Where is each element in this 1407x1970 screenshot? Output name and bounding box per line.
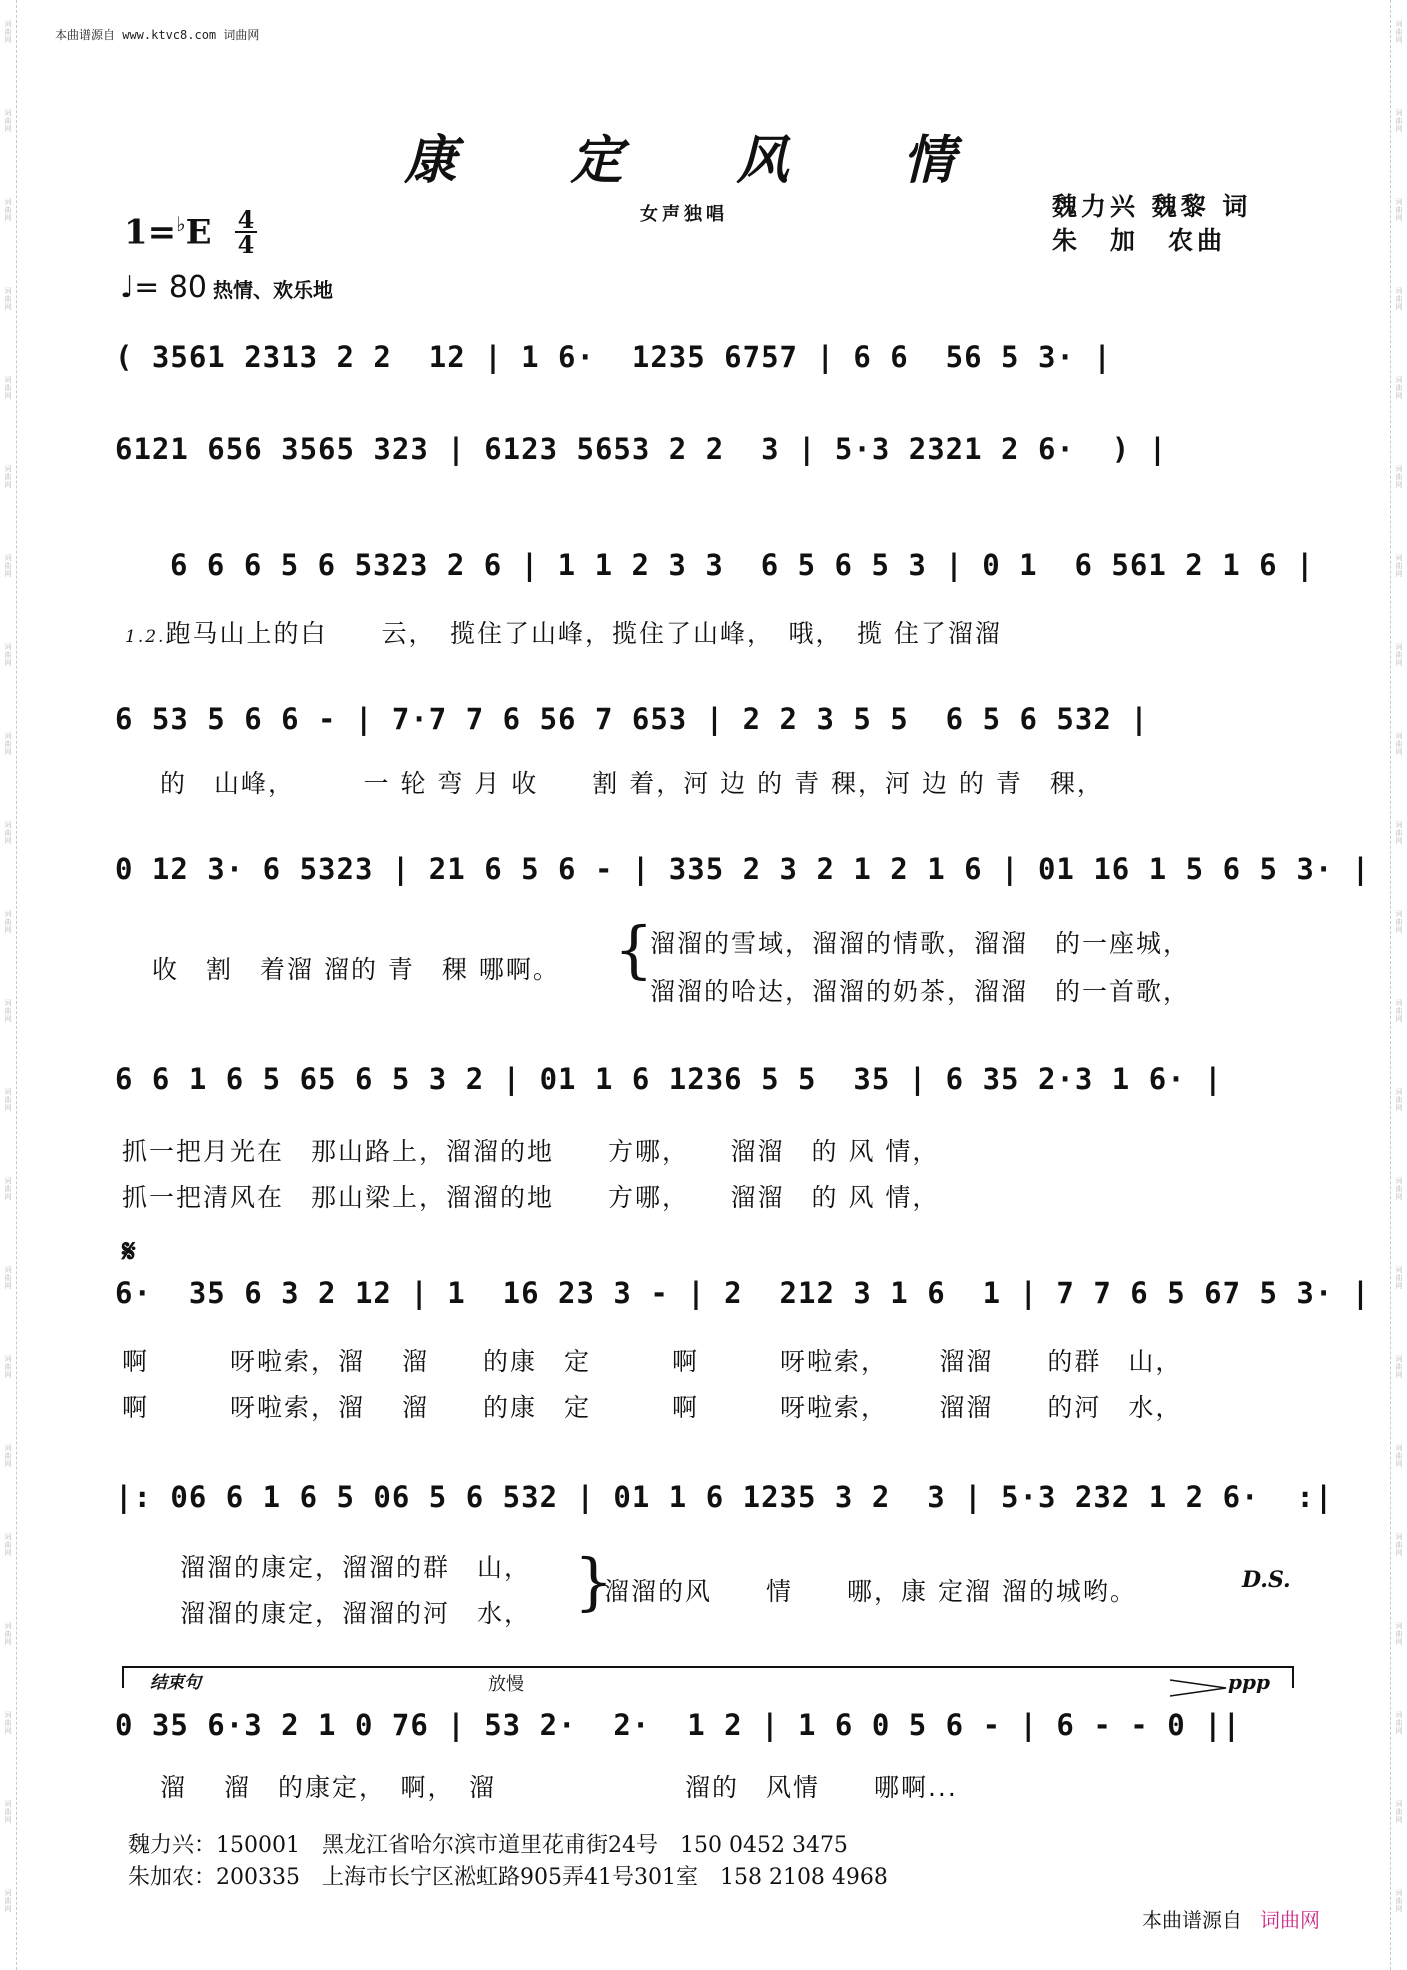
side-watermark: 词 曲 网 xyxy=(4,198,12,222)
dal-segno: D.S. xyxy=(1242,1567,1291,1593)
lyrics-3-1: 跑马山上的白 云， 揽住了山峰，揽住了山峰， 哦， 揽 住了溜溜 xyxy=(165,619,1002,648)
lyrics-line-5c: 溜溜的哈达，溜溜的奶茶，溜溜 的一首歌， xyxy=(650,977,1191,1006)
music-line-9: 0 35 6·3 2 1 0 76 | 53 2· 2· 1 2 | 1 6 0 5 6 - | 6 - - 0 || xyxy=(115,1708,1242,1742)
decrescendo-hairpin xyxy=(1170,1678,1230,1698)
contact-info xyxy=(128,1830,888,1894)
lyrics-line-6b: 抓一把清风在 那山梁上，溜溜的地 方哪， 溜溜 的 风 情， xyxy=(122,1183,940,1212)
side-watermark: 词 曲 网 xyxy=(4,376,12,400)
key-prefix: 1= xyxy=(124,212,177,253)
side-watermark: 词 曲 网 xyxy=(1395,643,1403,667)
side-watermark: 词 曲 网 xyxy=(1395,376,1403,400)
side-watermark: 词 曲 网 xyxy=(4,1444,12,1468)
bottom-source xyxy=(1142,1904,1320,1933)
lyrics-line-6a: 抓一把月光在 那山路上，溜溜的地 方哪， 溜溜 的 风 情， xyxy=(122,1137,940,1166)
side-watermark: 词 曲 网 xyxy=(4,732,12,756)
side-watermark: 词 曲 网 xyxy=(1395,109,1403,133)
side-watermark: 词 曲 网 xyxy=(1395,198,1403,222)
key-note: E xyxy=(185,212,212,253)
time-sig-bottom: 4 xyxy=(237,230,255,259)
bottom-source-label: 本曲谱源自 xyxy=(1142,1908,1242,1932)
side-watermark: 词 曲 网 xyxy=(1395,1622,1403,1646)
side-watermark: 词 曲 网 xyxy=(1395,1266,1403,1290)
flat-sign: ♭ xyxy=(176,212,186,236)
contact-lyricist: 魏力兴：150001 黑龙江省哈尔滨市道里花甫街24号 150 0452 3475 xyxy=(128,1833,848,1858)
lyrics-line-7a: 啊 呀啦索，溜 溜 的康 定 啊 呀啦索， 溜溜 的群 山， xyxy=(122,1347,1183,1376)
dynamic-ppp: ppp xyxy=(1228,1670,1270,1694)
side-watermark: 词 曲 网 xyxy=(4,1622,12,1646)
side-watermark: 词 曲 网 xyxy=(4,20,12,44)
header-source: 本曲谱源自 www.ktvc8.com 词曲网 xyxy=(55,28,260,42)
tempo-bpm: = 80 xyxy=(134,270,208,305)
side-watermark: 词 曲 网 xyxy=(4,643,12,667)
contact-composer: 朱加农：200335 上海市长宁区淞虹路905弄41号301室 158 2108 4968 xyxy=(128,1865,888,1890)
refrain-brace: } xyxy=(574,1545,614,1618)
music-line-3: 6 6 6 5 6 5323 2 6 | 1 1 2 3 3 6 5 6 5 3 | 0 1 6 561 2 1 6 | xyxy=(170,548,1315,582)
side-watermark: 词 曲 网 xyxy=(1395,1444,1403,1468)
segno-sign: 𝄋 xyxy=(122,1232,136,1270)
composer-credit: 朱 加 农曲 xyxy=(1052,226,1227,255)
side-watermark: 词 曲 网 xyxy=(1395,1889,1403,1913)
song-subtitle: 女声独唱 xyxy=(640,204,728,225)
side-watermark: 词 曲 网 xyxy=(1395,1800,1403,1824)
side-watermark: 词 曲 网 xyxy=(1395,910,1403,934)
side-watermark: 词 曲 网 xyxy=(1395,1088,1403,1112)
music-line-7: 6· 35 6 3 2 12 | 1 16 23 3 - | 2 212 3 1 6 1 | 7 7 6 5 67 5 3· | xyxy=(115,1276,1371,1310)
side-watermark: 词 曲 网 xyxy=(4,999,12,1023)
side-watermark: 词 曲 网 xyxy=(1395,1177,1403,1201)
side-watermark: 词 曲 网 xyxy=(1395,999,1403,1023)
side-watermark: 词 曲 网 xyxy=(1395,821,1403,845)
side-watermark: 词 曲 网 xyxy=(4,821,12,845)
side-watermark: 词 曲 网 xyxy=(4,287,12,311)
music-line-6: 6 6 1 6 5 65 6 5 3 2 | 01 1 6 1236 5 5 35 | 6 35 2·3 1 6· | xyxy=(115,1062,1223,1096)
music-line-1: ( 3561 2313 2 2 12 | 1 6· 1235 6757 | 6 6 56 5 3· | xyxy=(115,340,1112,374)
side-watermark: 词 曲 网 xyxy=(1395,1533,1403,1557)
ending-label: 结束句 xyxy=(150,1673,201,1693)
lyrics-line-9: 溜 溜 的康定， 啊， 溜 溜的 风情 哪啊... xyxy=(160,1773,958,1802)
side-watermark: 词 曲 网 xyxy=(4,465,12,489)
side-watermark: 词 曲 网 xyxy=(4,1889,12,1913)
side-watermark: 词 曲 网 xyxy=(4,1088,12,1112)
side-watermark: 词 曲 网 xyxy=(1395,554,1403,578)
side-watermark: 词 曲 网 xyxy=(1395,465,1403,489)
tempo-expression: 热情、欢乐地 xyxy=(213,278,334,302)
side-watermark: 词 曲 网 xyxy=(4,109,12,133)
lyrics-line-7b: 啊 呀啦索，溜 溜 的康 定 啊 呀啦索， 溜溜 的河 水， xyxy=(122,1393,1183,1422)
time-sig-top: 4 xyxy=(237,205,255,234)
lyrics-line-5b: 溜溜的雪域，溜溜的情歌，溜溜 的一座城， xyxy=(650,929,1191,958)
side-watermark: 词 曲 网 xyxy=(4,554,12,578)
side-watermark: 词 曲 网 xyxy=(4,1266,12,1290)
side-watermark: 词 曲 网 xyxy=(1395,20,1403,44)
lyrics-line-8c: 溜溜的风 情 哪，康 定溜 溜的城哟。 xyxy=(604,1577,1137,1606)
music-line-8: |: 06 6 1 6 5 06 5 6 532 | 01 1 6 1235 3 2 3 | 5·3 232 1 2 6· :| xyxy=(115,1480,1334,1514)
music-line-5: 0 12 3· 6 5323 | 21 6 5 6 - | 335 2 3 2 1 2 1 6 | 01 16 1 5 6 5 3· | xyxy=(115,852,1371,886)
verse-mark: 1.2. xyxy=(125,627,166,647)
side-watermark: 词 曲 网 xyxy=(1395,1355,1403,1379)
verse-brace: { xyxy=(614,913,654,986)
side-watermark: 词 曲 网 xyxy=(4,1355,12,1379)
quarter-note-icon: ♩ xyxy=(120,270,135,305)
side-watermark: 词 曲 网 xyxy=(4,910,12,934)
side-watermark: 词 曲 网 xyxy=(1395,732,1403,756)
side-watermark: 词 曲 网 xyxy=(4,1177,12,1201)
lyrics-line-8a: 溜溜的康定，溜溜的群 山， xyxy=(180,1553,532,1582)
tempo-marking xyxy=(120,270,333,305)
lyrics-line-3 xyxy=(125,614,1002,650)
lyricist-credit: 魏力兴 魏黎 词 xyxy=(1052,192,1252,221)
side-watermark: 词 曲 网 xyxy=(4,1533,12,1557)
bottom-source-site: 词曲网 xyxy=(1260,1908,1320,1932)
side-watermark: 词 曲 网 xyxy=(1395,287,1403,311)
credits xyxy=(1052,190,1251,258)
side-watermark: 词 曲 网 xyxy=(4,1711,12,1735)
side-watermark: 词 曲 网 xyxy=(4,1800,12,1824)
lyrics-line-4: 的 山峰， 一 轮 弯 月 收 割 着，河 边 的 青 稞，河 边 的 青 稞， xyxy=(160,769,1104,798)
key-signature xyxy=(124,212,212,252)
side-watermark: 词 曲 网 xyxy=(1395,1711,1403,1735)
slow-marking: 放慢 xyxy=(488,1674,524,1695)
music-line-4: 6 53 5 6 6 - | 7·7 7 6 56 7 653 | 2 2 3 5 5 6 5 6 532 | xyxy=(115,702,1149,736)
lyrics-line-5a: 收 割 着溜 溜的 青 稞 哪啊。 xyxy=(152,955,560,984)
time-signature xyxy=(235,205,257,259)
ending-bracket xyxy=(122,1666,1294,1688)
song-title: 康 定 风 情 xyxy=(404,130,1003,191)
lyrics-line-8b: 溜溜的康定，溜溜的河 水， xyxy=(180,1599,532,1628)
music-line-2: 6121 656 3565 323 | 6123 5653 2 2 3 | 5·3 2321 2 6· ) | xyxy=(115,432,1168,466)
